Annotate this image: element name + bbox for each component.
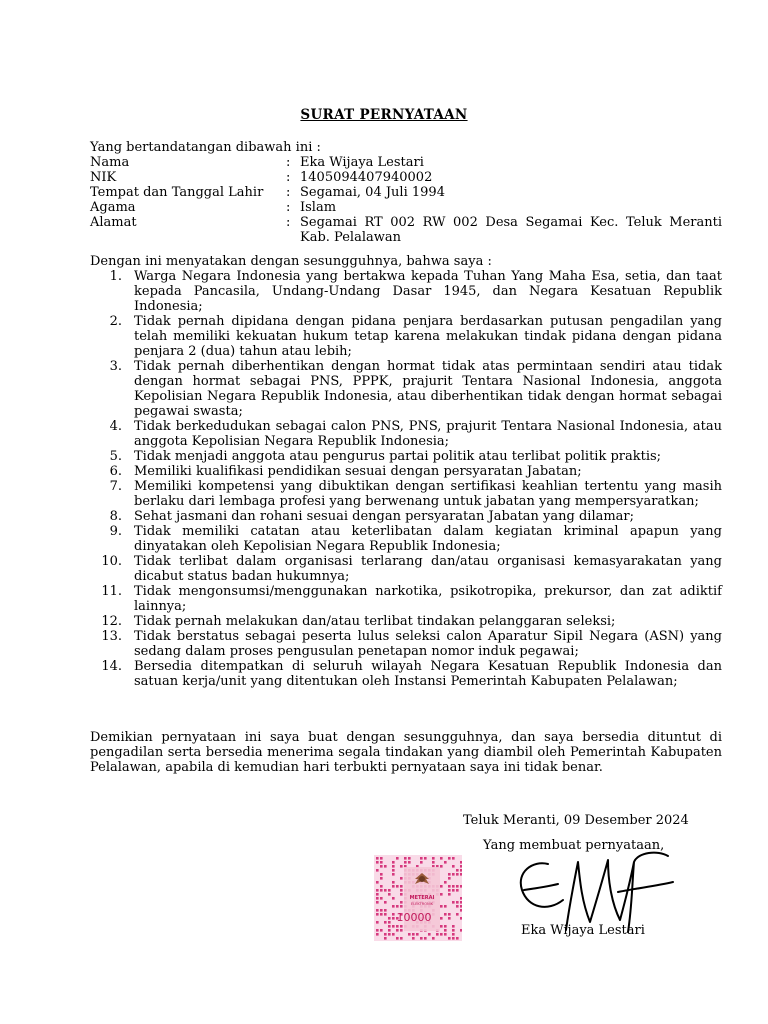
statement-intro: Dengan ini menyatakan dengan sesungguhnya, bahwa saya :: [90, 254, 492, 269]
statement-text: Tidak berkedudukan sebagai calon PNS, PNS, prajurit Tentara Nasional Indonesia, atau anggota Kepolisian Negara Republik Indonesia;: [134, 419, 722, 449]
statement-item: [90, 554, 722, 584]
statement-number: 10.: [101, 554, 122, 569]
statement-item: [90, 524, 722, 554]
place-date: Teluk Meranti, 09 Desember 2024: [463, 813, 689, 828]
statement-text: Bersedia ditempatkan di seluruh wilayah Negara Kesatuan Republik Indonesia dan satuan kerja/unit yang ditentukan oleh Instansi Pemerintah Kabupaten Pelalawan;: [134, 659, 722, 689]
statement-item: [90, 479, 722, 509]
statement-number: 9.: [109, 524, 122, 539]
statement-number: 8.: [109, 509, 122, 524]
identity-colon: :: [286, 200, 291, 215]
document-title: SURAT PERNYATAAN: [300, 107, 468, 123]
identity-row: [90, 185, 722, 200]
identity-label: Nama: [90, 155, 130, 170]
svg-text:ELEKTRONIK: ELEKTRONIK: [410, 902, 434, 906]
statement-number: 6.: [109, 464, 122, 479]
identity-label: Alamat: [90, 215, 137, 230]
statement-text: Tidak menjadi anggota atau pengurus partai politik atau terlibat politik praktis;: [134, 449, 662, 464]
statement-item: [90, 449, 722, 464]
statement-text: Tidak pernah melakukan dan/atau terlibat tindakan pelanggaran seleksi;: [134, 614, 616, 629]
statement-number: 13.: [101, 629, 122, 644]
identity-table: [90, 155, 722, 245]
intro-text: Yang bertandatangan dibawah ini :: [90, 140, 321, 155]
meterai-stamp-icon: [374, 855, 462, 941]
statement-item: [90, 509, 722, 524]
closing-paragraph: Demikian pernyataan ini saya buat dengan sesungguhnya, dan saya bersedia dituntut di pengadilan serta bersedia menerima segala tindakan yang diambil oleh Pemerintah Kabupaten Pelalawan, apabila di kemudian hari terbukti pernyataan saya ini tidak benar.: [90, 730, 722, 775]
signer-name: Eka Wijaya Lestari: [521, 923, 645, 938]
maker-label: Yang membuat pernyataan,: [483, 838, 665, 853]
statement-item: [90, 629, 722, 659]
statement-number: 11.: [101, 584, 122, 599]
statement-text: Memiliki kompetensi yang dibuktikan dengan sertifikasi keahlian tertentu yang masih berlaku dari lembaga profesi yang berwenang untuk jabatan yang mempersyaratkan;: [134, 479, 722, 509]
identity-colon: :: [286, 155, 291, 170]
identity-value: 1405094407940002: [300, 170, 433, 185]
identity-label: Agama: [90, 200, 136, 215]
identity-value: Segamai, 04 Juli 1994: [300, 185, 445, 200]
statement-number: 14.: [101, 659, 122, 674]
identity-colon: :: [286, 170, 291, 185]
statement-item: [90, 269, 722, 314]
statement-text: Memiliki kualifikasi pendidikan sesuai dengan persyaratan Jabatan;: [134, 464, 582, 479]
identity-row: [90, 215, 722, 245]
statement-number: 2.: [109, 314, 122, 329]
statement-item: [90, 314, 722, 359]
statement-text: Tidak memiliki catatan atau keterlibatan dalam kegiatan kriminal apapun yang dinyatakan oleh Kepolisian Negara Republik Indonesia;: [134, 524, 722, 554]
statement-number: 12.: [101, 614, 122, 629]
svg-text:METERAI: METERAI: [409, 895, 435, 901]
identity-colon: :: [286, 185, 291, 200]
statement-number: 3.: [109, 359, 122, 374]
identity-value: Islam: [300, 200, 337, 215]
statement-item: [90, 614, 722, 629]
statement-text: Warga Negara Indonesia yang bertakwa kepada Tuhan Yang Maha Esa, setia, dan taat kepada Pancasila, Undang-Undang Dasar 1945, dan Negara Kesatuan Republik Indonesia;: [134, 269, 722, 314]
identity-label: Tempat dan Tanggal Lahir: [90, 185, 264, 200]
statement-text: Tidak mengonsumsi/menggunakan narkotika, psikotropika, prekursor, dan zat adiktif lainnya;: [134, 584, 722, 614]
statement-text: Tidak pernah dipidana dengan pidana penjara berdasarkan putusan pengadilan yang telah memiliki kekuatan hukum tetap karena melakukan tindak pidana dengan pidana penjara 2 (dua) tahun atau lebih;: [134, 314, 722, 359]
statement-item: [90, 464, 722, 479]
identity-value: Segamai RT 002 RW 002 Desa Segamai Kec. Teluk Meranti Kab. Pelalawan: [300, 215, 722, 245]
statement-number: 7.: [109, 479, 122, 494]
identity-row: [90, 155, 722, 170]
identity-section: [90, 140, 722, 245]
identity-row: [90, 200, 722, 215]
statement-text: Sehat jasmani dan rohani sesuai dengan persyaratan Jabatan yang dilamar;: [134, 509, 635, 524]
statement-text: Tidak berstatus sebagai peserta lulus seleksi calon Aparatur Sipil Negara (ASN) yang sedang dalam proses pengusulan penetapan nomor induk pegawai;: [134, 629, 722, 659]
statement-item: [90, 659, 722, 689]
stamp-value: 10000: [396, 911, 432, 924]
statement-number: 4.: [109, 419, 122, 434]
statement-item: [90, 584, 722, 614]
statement-number: 1.: [109, 269, 122, 284]
statement-number: 5.: [109, 449, 122, 464]
statement-text: Tidak pernah diberhentikan dengan hormat tidak atas permintaan sendiri atau tidak dengan hormat sebagai PNS, PPPK, prajurit Tentara Nasional Indonesia, anggota Kepolisian Negara Republik Indonesia, atau diberhentikan tidak dengan hormat sebagai pegawai swasta;: [134, 359, 722, 419]
statement-text: Tidak terlibat dalam organisasi terlarang dan/atau organisasi kemasyarakatan yang dicabut status badan hukumnya;: [134, 554, 722, 584]
statement-list: [90, 269, 722, 689]
identity-label: NIK: [90, 170, 117, 185]
statement-item: [90, 419, 722, 449]
statement-item: [90, 359, 722, 419]
identity-colon: :: [286, 215, 291, 230]
identity-value: Eka Wijaya Lestari: [300, 155, 424, 170]
identity-row: [90, 170, 722, 185]
